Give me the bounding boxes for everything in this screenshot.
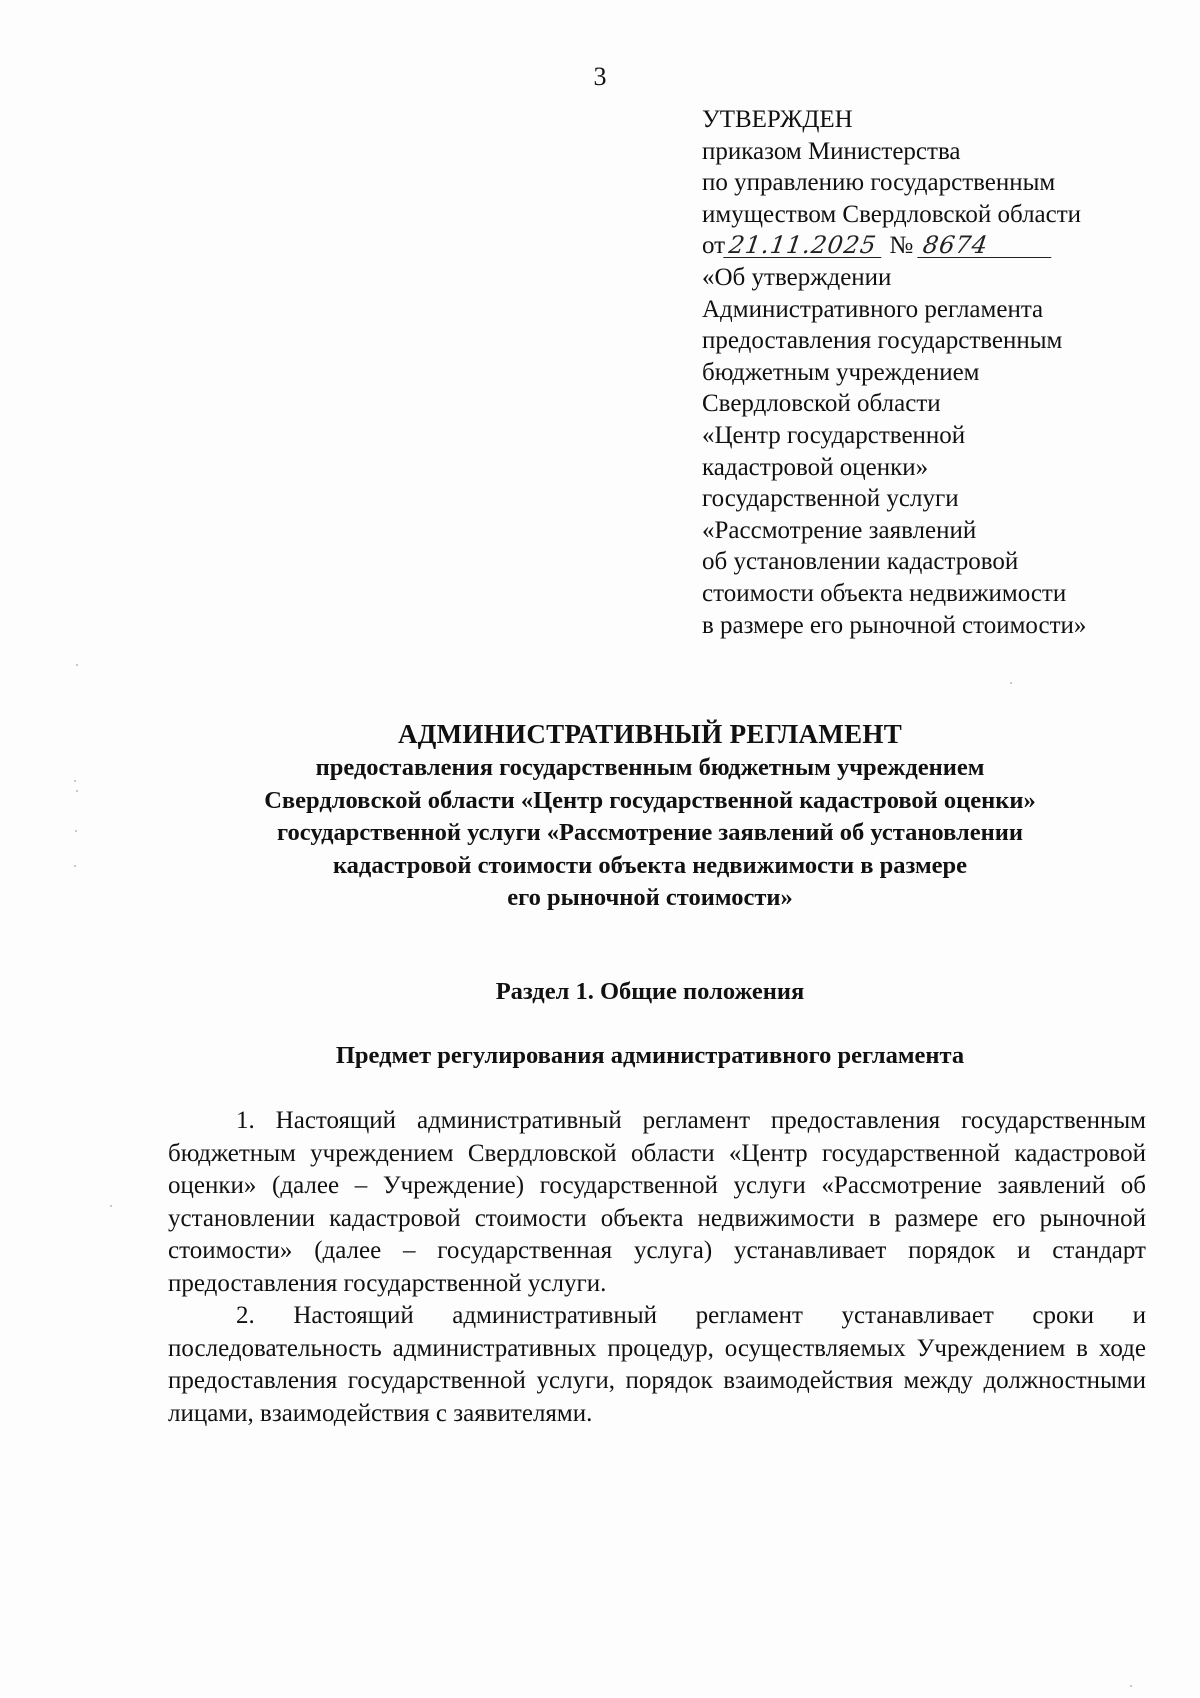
scan-speck	[1010, 682, 1012, 684]
scan-speck	[74, 865, 76, 867]
document-title-block	[150, 716, 1150, 915]
paragraph: 1. Настоящий административный регламент предоставления государственным бюджетным учреждением Свердловской области «Центр государственной кадастровой оценки» (далее – Учреждение) государственной услуги «Рассмотрение заявлений об установлении кадастровой стоимости объекта недвижимости в размере его рыночной стоимости» (далее – государственная услуга) устанавливает порядок и стандарт предоставления государственной услуги.	[168, 1107, 1146, 1297]
paragraph: 2. Настоящий административный регламент устанавливает сроки и последовательность административных процедур, осуществляемых Учреждением в ходе предоставления государственной услуги, порядок взаимодействия между должностными лицами, взаимодействия с заявителями.	[168, 1302, 1146, 1427]
approval-subject-line: «Центр государственной	[702, 421, 966, 449]
approval-subject-line: государственной услуги	[702, 485, 959, 513]
approval-date-line	[702, 230, 1172, 262]
approval-subject-line: Свердловской области	[702, 390, 941, 418]
document-subtitle-line: кадастровой стоимости объекта недвижимости в размере	[332, 851, 968, 879]
approval-subject-line: кадастровой оценки»	[702, 453, 929, 481]
number-label: №	[889, 232, 914, 260]
scan-speck	[76, 790, 78, 792]
document-subtitle-line: его рыночной стоимости»	[507, 884, 793, 912]
handwritten-order-number: 8674	[917, 233, 1055, 258]
approval-subject-line: предоставления государственным	[702, 327, 1063, 355]
approval-line: по управлению государственным	[702, 169, 1056, 197]
approval-subject-line: стоимости объекта недвижимости	[702, 579, 1067, 607]
page-number: 3	[593, 62, 607, 91]
document-title: АДМИНИСТРАТИВНЫЙ РЕГЛАМЕНТ	[397, 719, 903, 749]
handwritten-date: 21.11.2025	[723, 233, 885, 258]
approval-subject-line: Административного регламента	[702, 295, 1044, 323]
approval-subject-line: «Об утверждении	[702, 263, 892, 291]
scan-speck	[1130, 1685, 1132, 1687]
scan-speck	[75, 830, 77, 832]
approval-subject-line: бюджетным учреждением	[702, 358, 980, 386]
approval-line: УТВЕРЖДЕН	[702, 106, 853, 133]
scan-speck	[110, 1205, 112, 1207]
approval-subject-line: в размере его рыночной стоимости»	[702, 611, 1087, 639]
approval-subject-line: об установлении кадастровой	[702, 548, 1019, 576]
scan-speck	[74, 780, 76, 782]
approval-subject-line: «Рассмотрение заявлений	[702, 516, 977, 544]
document-subtitle-line: предоставления государственным бюджетным учреждением	[315, 754, 985, 781]
scan-speck	[76, 664, 78, 666]
date-prefix: от	[702, 232, 726, 260]
document-subtitle-line: государственной услуги «Рассмотрение заявлений об установлении	[277, 819, 1023, 847]
section-heading: Раздел 1. Общие положения	[495, 978, 805, 1005]
approval-line: приказом Министерства	[702, 137, 961, 165]
approval-stamp-block	[702, 104, 1172, 641]
document-subtitle-line: Свердловской области «Центр государственной кадастровой оценки»	[264, 786, 1036, 814]
section-subheading: Предмет регулирования административного регламента	[335, 1042, 965, 1069]
approval-line: имуществом Свердловской области	[702, 200, 1082, 228]
document-body	[168, 1105, 1146, 1430]
